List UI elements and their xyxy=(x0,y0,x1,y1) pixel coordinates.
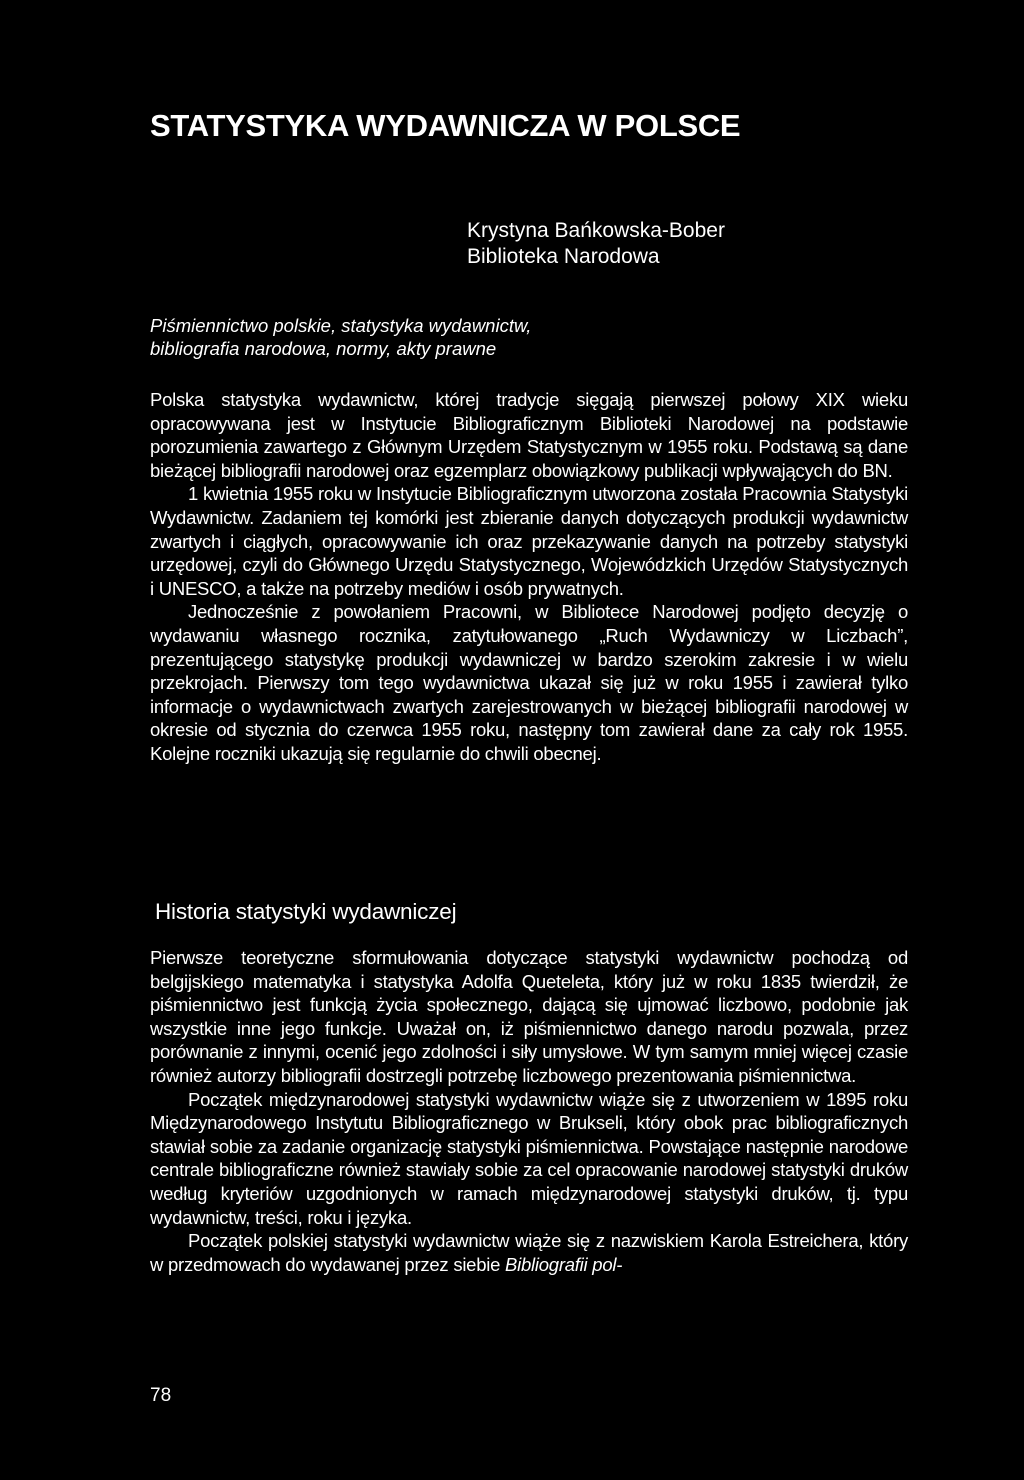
intro-paragraph: Jednocześnie z powołaniem Pracowni, w Bibliotece Narodowej podjęto decyzję o wydawaniu własnego rocznika, zatytułowanego „Ruch Wydawniczy w Liczbach”, prezentującego statystykę produkcji wydawniczej w bardzo szerokim zakresie i w wielu przekrojach. Pierwszy tom tego wydawnictwa ukazał się już w roku 1955 i zawierał tylko informacje o wydawnictwach zwartych zarejestrowanych w bieżącej bibliografii narodowej w okresie od stycznia do czerwca 1955 roku, następny tom zawierał dane za cały rok 1955. Kolejne roczniki ukazują się regularnie do chwili obecnej. xyxy=(150,601,908,764)
section-heading: Historia statystyki wydawniczej xyxy=(155,899,457,924)
author-name: Krystyna Bańkowska-Bober xyxy=(467,219,725,242)
author-affiliation: Biblioteka Narodowa xyxy=(467,245,660,268)
keywords-line: Piśmiennictwo polskie, statystyka wydawnictw, xyxy=(150,315,532,336)
intro-paragraph: 1 kwietnia 1955 roku w Instytucie Bibliograficznym utworzona została Pracownia Statystyki Wydawnictw. Zadaniem tej komórki jest zbieranie danych dotyczących produkcji wydawnictw zwartych i ciągłych, opracowywanie ich oraz przekazywanie danych na potrzeby statystyki urzędowej, czyli do Głównego Urzędu Statystycznego, Wojewódzkich Urzędów Statystycznych i UNESCO, a także na potrzeby mediów i osób prywatnych. xyxy=(150,483,908,599)
author-block xyxy=(467,218,917,270)
history-section xyxy=(150,946,908,1276)
book-title-italic: Bibliografii pol- xyxy=(505,1253,623,1275)
history-paragraph-text: Początek polskiej statystyki wydawnictw wiąże się z nazwiskiem Karola Estreichera, który w przedmowach do wydawanej przez siebie xyxy=(150,1230,908,1275)
intro-paragraph: Polska statystyka wydawnictw, której tradycje sięgają pierwszej połowy XIX wieku opracowywana jest w Instytucie Bibliograficznym Biblioteki Narodowej na podstawie porozumienia zawartego z Głównym Urzędem Statystycznym w 1955 roku. Podstawą są dane bieżącej bibliografii narodowej oraz egzemplarz obowiązkowy publikacji wpływających do BN. xyxy=(150,389,908,481)
page-title: STATYSTYKA WYDAWNICZA W POLSCE xyxy=(150,108,741,143)
keywords xyxy=(150,314,850,360)
history-paragraph: Pierwsze teoretyczne sformułowania dotyczące statystyki wydawnictw pochodzą od belgijskiego matematyka i statystyka Adolfa Queteleta, który już w roku 1835 twierdził, że piśmiennictwo jest funkcją życia społecznego, dającą się ujmować liczbowo, podobnie jak wszystkie inne jego funkcje. Uważał on, iż piśmiennictwo danego narodu pozwala, przez porównanie z innymi, ocenić jego zdolności i siły umysłowe. W tym samym mniej więcej czasie również autorzy bibliografii dostrzegli potrzebę liczbowego prezentowania piśmiennictwa. xyxy=(150,947,908,1086)
page-number: 78 xyxy=(150,1385,172,1406)
history-paragraph xyxy=(150,1229,908,1276)
keywords-line: bibliografia narodowa, normy, akty prawne xyxy=(150,338,497,359)
history-paragraph: Początek międzynarodowej statystyki wydawnictw wiąże się z utworzeniem w 1895 roku Międzynarodowego Instytutu Bibliograficznego w Brukseli, który obok prac bibliograficznych stawiał sobie za zadanie organizację statystyki piśmiennictwa. Powstające następnie narodowe centrale bibliograficzne również stawiały sobie za cel opracowanie narodowej statystyki druków według kryteriów uzgodnionych w ramach międzynarodowej statystyki druków, tj. typu wydawnictw, treści, roku i języka. xyxy=(150,1088,908,1228)
intro-section xyxy=(150,388,908,766)
